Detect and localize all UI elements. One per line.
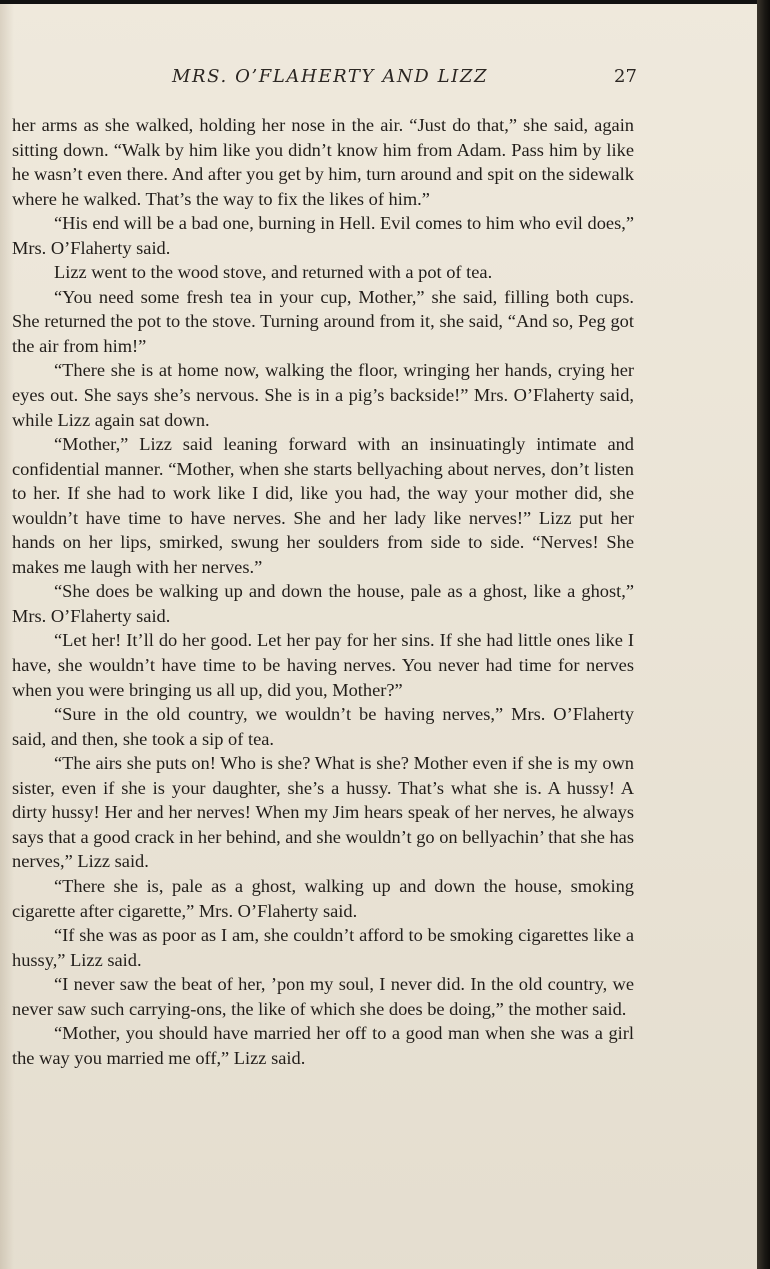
paragraph: “There she is at home now, walking the floor, wringing her hands, crying her eyes out. She says she’s nervous. She is in a pig’s backside!” Mrs. O’Flaherty said, while Lizz again sat down. [12,360,634,430]
paragraph: “Let her! It’ll do her good. Let her pay for her sins. If she had little ones like I have, she wouldn’t have time to be having nerves. You never had time for nerves when you were bringing us all up, did you, Mother?” [12,630,634,700]
book-edge [757,0,770,1269]
book-page [0,4,757,1269]
paragraph: “Mother, you should have married her off to a good man when she was a girl the way you married me off,” Lizz said. [12,1023,634,1068]
paragraph: “She does be walking up and down the house, pale as a ghost, like a ghost,” Mrs. O’Flaherty said. [12,581,634,626]
running-title: MRS. O’FLAHERTY AND LIZZ [172,66,489,87]
paragraph: “You need some fresh tea in your cup, Mother,” she said, filling both cups. She returned the pot to the stove. Turning around from it, she said, “And so, Peg got the air from him!” [12,286,634,356]
paragraph: “I never saw the beat of her, ’pon my soul, I never did. In the old country, we never saw such carrying-ons, the like of which she does be doing,” the mother said. [12,974,634,1019]
running-header [0,64,757,94]
paragraph: Lizz went to the wood stove, and returned with a pot of tea. [54,262,493,283]
body-text [12,113,634,1070]
paragraph: “The airs she puts on! Who is she? What is she? Mother even if she is my own sister, even if she is your daughter, she’s a hussy. That’s what she is. A hussy! A dirty hussy! Her and her nerves! When my Jim hears speak of her nerves, he always says that a good crack in her behind, and she wouldn’t go on bellyachin’ that she has nerves,” Lizz said. [12,753,634,872]
paragraph: “Mother,” Lizz said leaning forward with an insinuatingly intimate and confidential manner. “Mother, when she starts bellyaching about nerves, don’t listen to her. If she had to work like I did, like you had, the way your mother did, she wouldn’t have time to have nerves. She and her lady like nerves!” Lizz put her hands on her lips, smirked, swung her soulders from side to side. “Nerves! She makes me laugh with her nerves.” [12,434,634,577]
paragraph: “Sure in the old country, we wouldn’t be having nerves,” Mrs. O’Flaherty said, and then, she took a sip of tea. [12,704,634,749]
paragraph: “His end will be a bad one, burning in Hell. Evil comes to him who evil does,” Mrs. O’Flaherty said. [12,213,634,258]
paragraph: “There she is, pale as a ghost, walking up and down the house, smoking cigarette after cigarette,” Mrs. O’Flaherty said. [12,875,634,921]
page-number: 27 [614,66,637,87]
paragraph: “If she was as poor as I am, she couldn’t afford to be smoking cigarettes like a hussy,” Lizz said. [12,925,634,970]
paragraph: her arms as she walked, holding her nose in the air. “Just do that,” she said, again sitting down. “Walk by him like you didn’t know him from Adam. Pass him by like he wasn’t even there. And after you get by him, turn around and spit on the sidewalk where he walked. That’s the way to fix the likes of him.” [12,115,634,209]
